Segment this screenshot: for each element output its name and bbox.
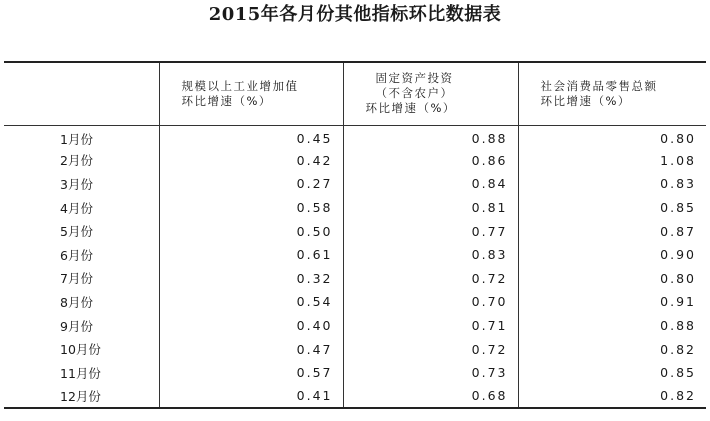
header-investment-line2: （不含农户） xyxy=(375,86,454,101)
industry-growth-cell: 0.32 xyxy=(159,267,343,291)
investment-growth-cell: 0.70 xyxy=(343,290,518,314)
retail-growth-cell: 0.91 xyxy=(518,290,706,314)
header-row xyxy=(4,62,706,125)
month-cell: 10月份 xyxy=(60,342,101,358)
table-row xyxy=(4,290,706,314)
table-row xyxy=(4,196,706,220)
investment-growth-cell: 0.71 xyxy=(343,314,518,338)
retail-growth-cell: 0.80 xyxy=(518,125,706,149)
industry-growth-cell: 0.40 xyxy=(159,314,343,338)
investment-growth-cell: 0.84 xyxy=(343,172,518,196)
header-investment xyxy=(343,62,518,125)
investment-growth-cell: 0.68 xyxy=(343,385,518,409)
header-retail-line2: 环比增速（%） xyxy=(540,93,631,108)
table-title: 2015年各月份其他指标环比数据表 xyxy=(208,4,502,25)
month-cell: 3月份 xyxy=(60,176,93,192)
industry-growth-cell: 0.57 xyxy=(159,361,343,385)
retail-growth-cell: 0.82 xyxy=(518,337,706,361)
month-cell: 1月份 xyxy=(60,131,93,147)
industry-growth-cell: 0.58 xyxy=(159,196,343,220)
retail-growth-cell: 1.08 xyxy=(518,149,706,173)
month-cell: 12月份 xyxy=(4,385,159,409)
retail-growth-cell: 0.87 xyxy=(518,219,706,243)
investment-growth-cell: 0.88 xyxy=(343,125,518,149)
retail-growth-cell: 0.90 xyxy=(518,243,706,267)
table-row xyxy=(4,125,706,149)
retail-growth-cell: 0.88 xyxy=(518,314,706,338)
investment-growth-cell: 0.86 xyxy=(343,149,518,173)
industry-growth-cell: 0.41 xyxy=(159,385,343,409)
table-body xyxy=(4,125,706,408)
header-industry-line1: 规模以上工业增加值 xyxy=(181,78,299,93)
retail-growth-cell: 0.80 xyxy=(518,267,706,291)
retail-growth-cell: 0.85 xyxy=(518,196,706,220)
table-row xyxy=(4,385,706,409)
month-cell: 4月份 xyxy=(60,200,93,216)
month-cell: 9月份 xyxy=(60,318,93,334)
investment-growth-cell: 0.77 xyxy=(343,219,518,243)
industry-growth-cell: 0.42 xyxy=(159,149,343,173)
month-cell: 11月份 xyxy=(60,365,101,381)
header-retail xyxy=(518,62,706,125)
industry-growth-cell: 0.47 xyxy=(159,337,343,361)
table-row xyxy=(4,361,706,385)
retail-growth-cell: 0.83 xyxy=(518,172,706,196)
table-row xyxy=(4,219,706,243)
investment-growth-cell: 0.72 xyxy=(343,337,518,361)
investment-growth-cell: 0.73 xyxy=(343,361,518,385)
header-industry-line2: 环比增速（%） xyxy=(181,93,272,108)
investment-growth-cell: 0.81 xyxy=(343,196,518,220)
investment-growth-cell: 0.72 xyxy=(343,267,518,291)
header-investment-line1: 固定资产投资 xyxy=(375,71,454,86)
table-row xyxy=(4,337,706,361)
table-row xyxy=(4,314,706,338)
investment-growth-cell: 0.83 xyxy=(343,243,518,267)
table-row xyxy=(4,243,706,267)
table-row xyxy=(4,172,706,196)
month-cell: 7月份 xyxy=(60,271,93,287)
industry-growth-cell: 0.61 xyxy=(159,243,343,267)
header-retail-line1: 社会消费品零售总额 xyxy=(540,78,658,93)
industry-growth-cell: 0.54 xyxy=(159,290,343,314)
table-row xyxy=(4,149,706,173)
month-cell: 6月份 xyxy=(60,247,93,263)
table-row xyxy=(4,267,706,291)
month-cell: 2月份 xyxy=(60,153,93,169)
header-industry xyxy=(159,62,343,125)
industry-growth-cell: 0.45 xyxy=(159,125,343,149)
month-cell: 5月份 xyxy=(60,224,93,240)
header-investment-line3: 环比增速（%） xyxy=(365,101,456,116)
industry-growth-cell: 0.50 xyxy=(159,219,343,243)
retail-growth-cell: 0.85 xyxy=(518,361,706,385)
indicator-table xyxy=(4,61,706,409)
header-month xyxy=(4,62,159,125)
month-cell: 8月份 xyxy=(60,294,93,310)
retail-growth-cell: 0.82 xyxy=(518,385,706,409)
industry-growth-cell: 0.27 xyxy=(159,172,343,196)
